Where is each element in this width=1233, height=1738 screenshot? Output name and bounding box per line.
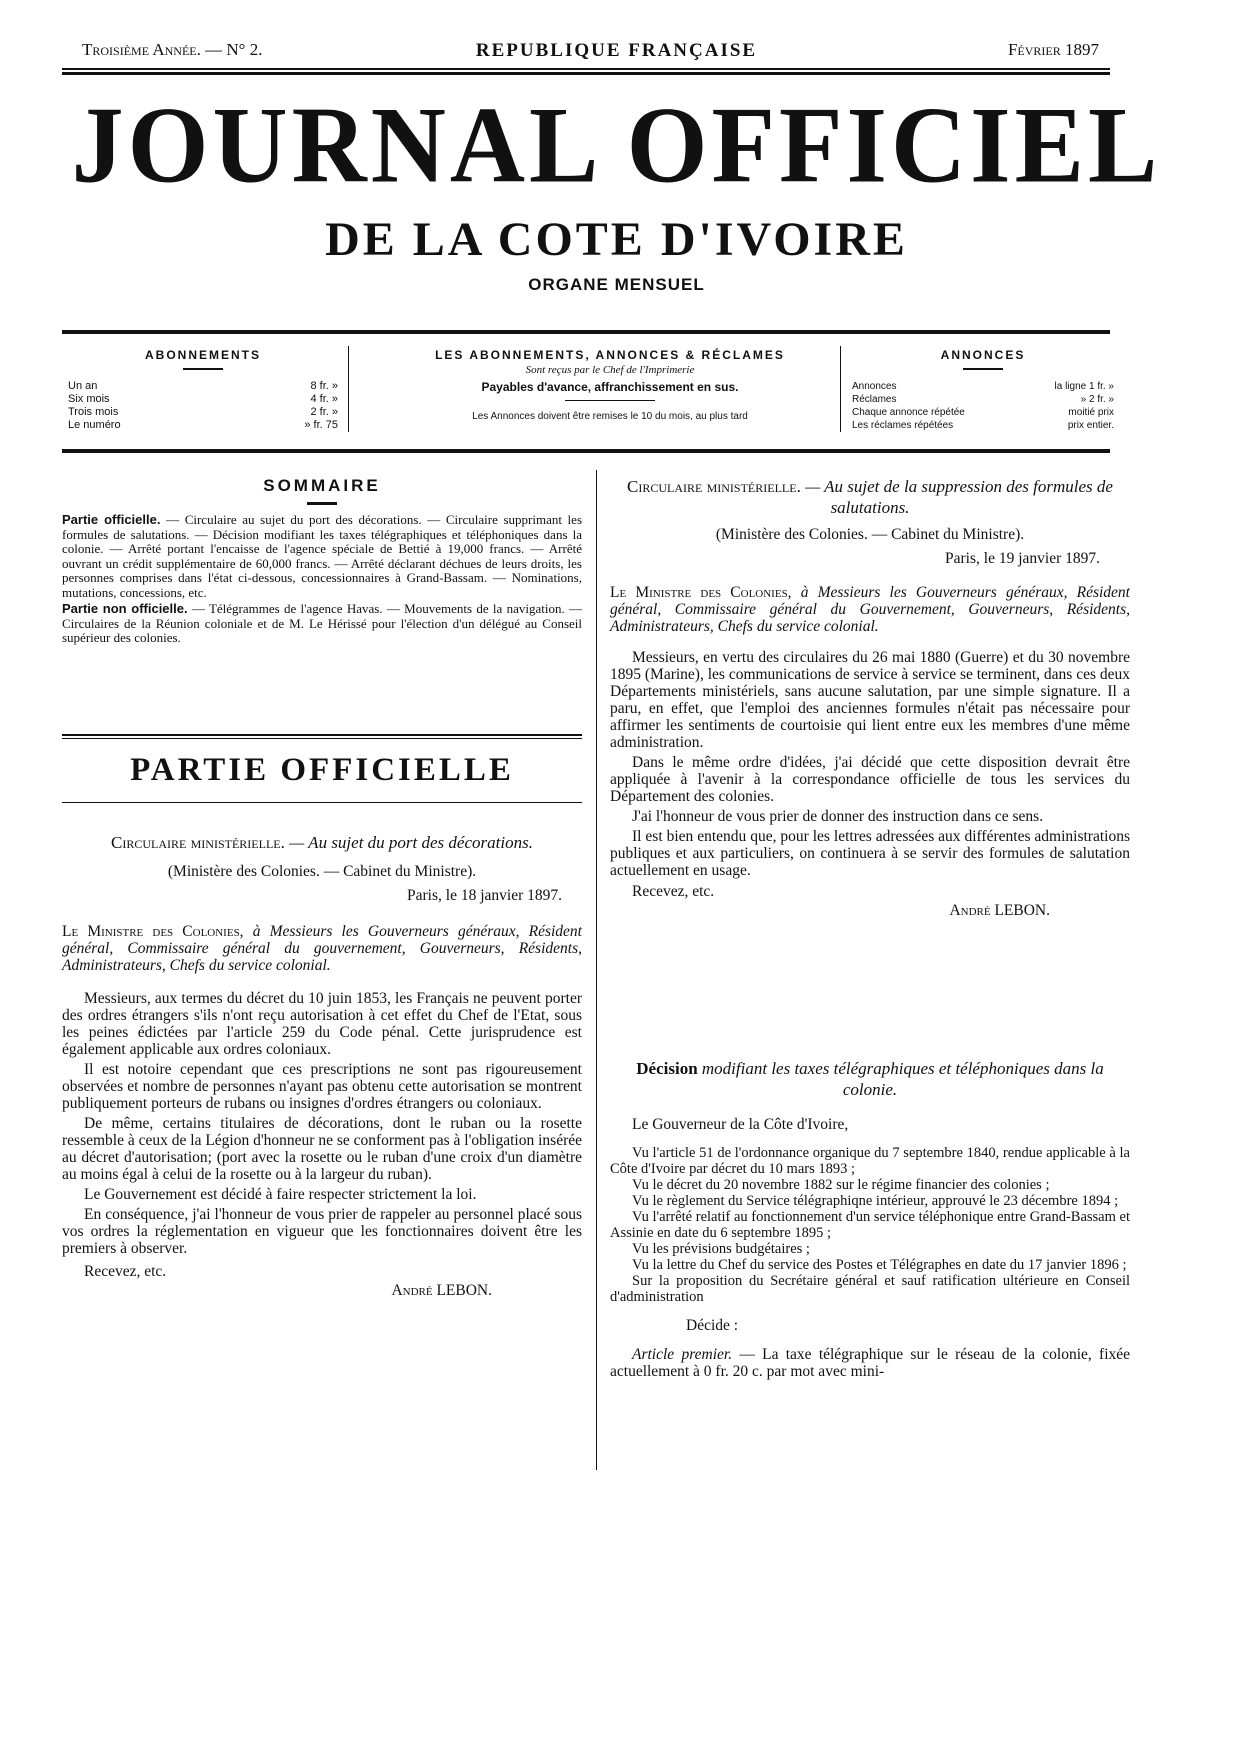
vu-item: Vu la lettre du Chef du service des Postes et Télégraphes en date du 17 janvier 1896 ;: [632, 1257, 1127, 1273]
signature: André LEBON.: [391, 1282, 492, 1299]
paragraph: Messieurs, en vertu des circulaires du 26 mai 1880 (Guerre) et du 30 novembre 1895 (Marine), les communications de service à service se terminent, dans ces deux Départements ministériels, sans aucune salutation, par une simple signature. Il a paru, en effet, que l'emploi des anciennes formules n'était pas nécessaire pour affirmer les sentiments de courtoisie qui lient entre eux les membres d'une même administration.: [610, 649, 1130, 751]
decision-heading: Décision modifiant les taxes télégraphiques et téléphoniques dans la colonie.: [636, 1059, 1104, 1099]
info-title: LES ABONNEMENTS, ANNONCES & RÉCLAMES: [435, 348, 785, 362]
journal-title: JOURNAL OFFICIEL: [71, 85, 1162, 206]
vu-item: Vu les prévisions budgétaires ;: [632, 1241, 810, 1257]
box-top-rule: [62, 330, 1110, 334]
article-first: Article premier. — La taxe télégraphique sur le réseau de la colonie, fixée actuellement à 0 fr. 20 c. par mot avec mini-: [610, 1346, 1131, 1380]
info-line: Sont reçus par le Chef de l'Imprimerie: [525, 364, 695, 376]
price-row: Chaque annonce répétée moitié prix: [852, 407, 1114, 418]
sommaire-title: SOMMAIRE: [263, 476, 381, 495]
box-bottom-rule: [62, 449, 1110, 453]
divider: [307, 502, 337, 505]
subscriptions-column: [68, 348, 338, 432]
sommaire-official: Partie officielle. — Circulaire au sujet du port des décorations. — Circulaire supprimant les formules de salutations. — Décision modifiant les taxes télégraphiques et téléphoniques dans la colonie. — Arrêté portant l'encaisse de l'agence spéciale de Bettié à 19,000 francs. — Arrêté ouvrant un crédit supplémentaire de 60,000 francs. — Arrêté déclarant déchues de leurs droits, les personnes comprises dans l'état ci-dessous, concessionnaires à Grand-Bassam. — Nominations, mutations, concessions, etc.: [62, 512, 583, 600]
addressee: Le Ministre des Colonies, à Messieurs les Gouverneurs généraux, Résident général, Commissaire général du Gouvernement, Gouverneurs, Résidents, Administrateurs, Chefs du service colonial.: [610, 584, 1130, 635]
divider: [183, 368, 223, 370]
subscription-box: [62, 340, 1114, 438]
journal-subtitle: DE LA COTE D'IVOIRE: [325, 213, 908, 266]
divider: [963, 368, 1003, 370]
price-row: Un an 8 fr. »: [68, 380, 338, 392]
circular-date: Paris, le 19 janvier 1897.: [945, 550, 1100, 567]
column-separator: [840, 346, 841, 432]
section-rule: [62, 802, 582, 803]
announcements-info-column: [360, 348, 860, 422]
column-divider: [596, 470, 597, 1470]
decide-line: Décide :: [686, 1317, 739, 1334]
circular-decorations: [62, 832, 582, 1300]
republic-label: REPUBLIQUE FRANÇAISE: [475, 40, 758, 61]
partie-officielle-title: PARTIE OFFICIELLE: [130, 752, 514, 788]
circular-salutations: [610, 476, 1130, 920]
header-rule-thick: [62, 72, 1110, 75]
issue-date: Février 1897: [1007, 40, 1099, 59]
vu-item: Vu le décret du 20 novembre 1882 sur le régime financier des colonies ;: [632, 1177, 1050, 1193]
paragraph: De même, certains titulaires de décorations, dont le ruban ou la rosette ressemble à ceux de la Légion d'honneur ne se conforment pas à l'obligation insérée au décret d'autorisation; (port avec la rosette ou le ruban d'une croix d'un diamètre au moins égal à celui de la rosette ou à la largeur du ruban).: [62, 1115, 582, 1183]
issue-number: Troisième Année. — N° 2.: [82, 40, 263, 59]
circular-date: Paris, le 18 janvier 1897.: [407, 887, 562, 904]
subscriptions-title: ABONNEMENTS: [144, 348, 261, 362]
paragraph: Messieurs, aux termes du décret du 10 juin 1853, les Français ne peuvent porter des ordres étrangers s'ils n'ont reçu autorisation à cet effet du Chef de l'Etat, sous les peines édictées par l'article 259 du Code pénal. Cette jurisprudence est également applicable aux ordres coloniaux.: [62, 990, 582, 1058]
closing: Recevez, etc.: [84, 1263, 167, 1280]
ministry-line: (Ministère des Colonies. — Cabinet du Ministre).: [167, 863, 477, 880]
announces-title: ANNONCES: [940, 348, 1026, 362]
decision-section: [610, 1058, 1130, 1380]
issue-header: [0, 40, 1233, 64]
announces-column: [852, 348, 1114, 432]
price-row: Trois mois 2 fr. »: [68, 406, 338, 418]
paragraph: J'ai l'honneur de vous prier de donner des instruction dans ce sens.: [632, 808, 1044, 825]
vu-item: Sur la proposition du Secrétaire général et sauf ratification ultérieure en Conseil d'administration: [610, 1273, 1130, 1305]
vu-item: Vu l'article 51 de l'ordonnance organique du 7 septembre 1840, rendue applicable à la Côte d'Ivoire par décret du 10 mars 1893 ;: [610, 1145, 1130, 1177]
section-rule-thin: [62, 738, 582, 739]
governor-line: Le Gouverneur de la Côte d'Ivoire,: [632, 1116, 849, 1133]
vu-item: Vu l'arrêté relatif au fonctionnement d'un service téléphonique entre Grand-Bassam et Assinie en date du 6 septembre 1895 ;: [610, 1209, 1130, 1241]
price-row: Six mois 4 fr. »: [68, 393, 338, 405]
price-row: Annonces la ligne 1 fr. »: [852, 381, 1114, 392]
section-rule: [62, 734, 582, 736]
addressee: Le Ministre des Colonies, à Messieurs les Gouverneurs généraux, Résident général, Commissaire général du gouvernement, Gouverneurs, Résidents, Administrateurs, Chefs du service colonial.: [62, 923, 582, 974]
header-rule: [62, 68, 1110, 70]
info-line: Payables d'avance, affranchissement en sus.: [481, 380, 739, 394]
circular-heading: Circulaire ministérielle. — Au sujet du port des décorations.: [111, 833, 533, 852]
column-separator: [348, 346, 349, 432]
info-line: Les Annonces doivent être remises le 10 du mois, au plus tard: [472, 411, 748, 422]
circular-heading: Circulaire ministérielle. — Au sujet de la suppression des formules de salutations.: [627, 477, 1113, 517]
closing: Recevez, etc.: [632, 883, 715, 900]
vu-list: [610, 1145, 1130, 1305]
paragraph: Il est notoire cependant que ces prescriptions ne sont pas rigoureusement observées et nombre de personnes n'ayant pas obtenu cette autorisation se montrent publiquement porteurs de rubans ou insignes d'ordres étrangers ou coloniaux.: [62, 1061, 582, 1112]
journal-tagline: ORGANE MENSUEL: [528, 275, 705, 294]
paragraph: Le Gouvernement est décidé à faire respecter strictement la loi.: [84, 1186, 477, 1203]
price-row: Le numéro » fr. 75: [68, 419, 338, 431]
ministry-line: (Ministère des Colonies. — Cabinet du Ministre).: [715, 526, 1025, 543]
sommaire-nonofficial: Partie non officielle. — Télégrammes de l'agence Havas. — Mouvements de la navigation. — Circulaires de la Réunion coloniale et de M. Le Hérissé pour l'élection d'un délégué au Conseil supérieur des colonies.: [62, 601, 582, 645]
price-row: Les réclames répétées prix entier.: [852, 420, 1114, 431]
paragraph: Dans le même ordre d'idées, j'ai décidé que cette disposition devrait être appliquée à l'avenir à la correspondance officielle de tous les services du Département des colonies.: [610, 754, 1130, 805]
sommaire-section: [62, 476, 582, 646]
paragraph: Il est bien entendu que, pour les lettres adressées aux différentes administrations publiques et aux particuliers, on continuera à se servir des formules de salutation actuellement en usage.: [610, 828, 1130, 879]
paragraph: En conséquence, j'ai l'honneur de vous prier de rappeler au personnel placé sous vos ordres la réglementation en vigueur que les fonctionnaires doivent être les premiers à observer.: [62, 1206, 582, 1257]
signature: André LEBON.: [949, 902, 1050, 919]
vu-item: Vu le règlement du Service télégraphiqne intérieur, approuvé le 23 décembre 1894 ;: [632, 1193, 1119, 1209]
divider: [565, 400, 655, 401]
price-row: Réclames » 2 fr. »: [852, 394, 1114, 405]
